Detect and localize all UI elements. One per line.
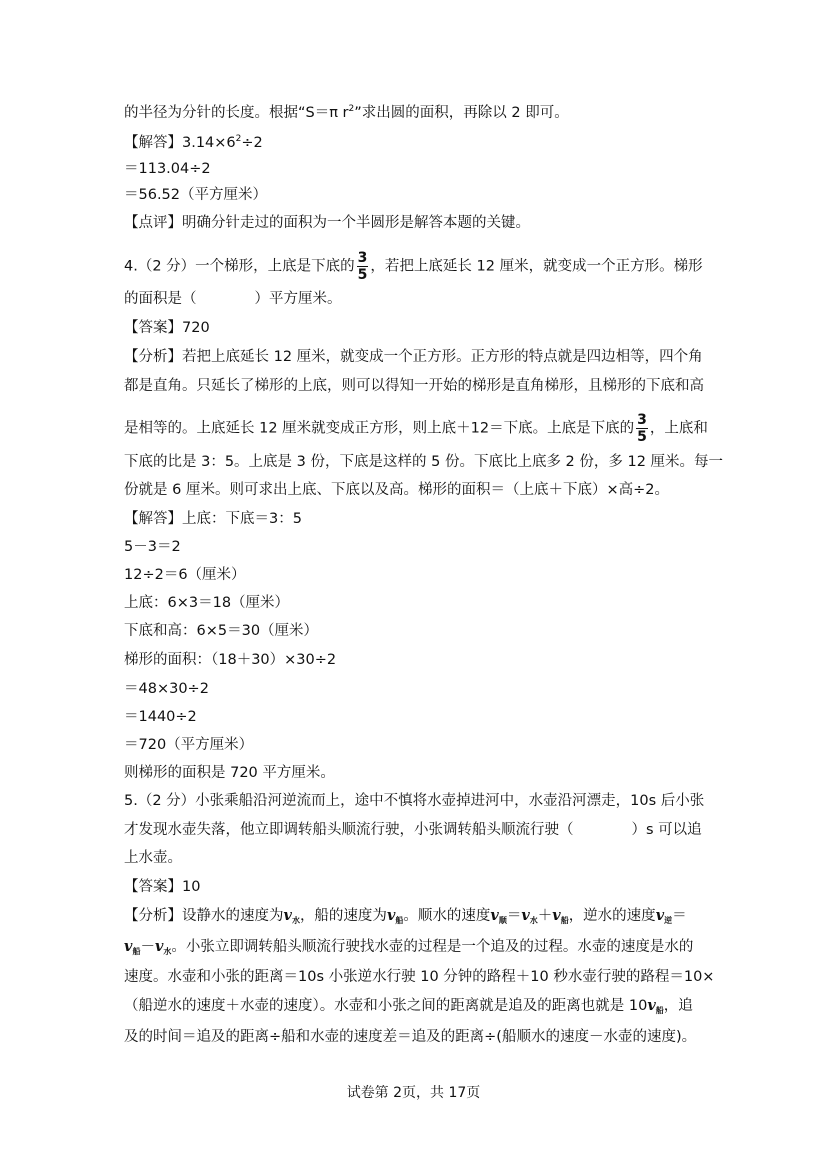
text-line: 上底：6×3＝18（厘米） — [124, 595, 290, 611]
page-footer: 试卷第 2页，共 17页 — [346, 1085, 481, 1101]
fraction: $\frac{3}{5}$ — [357, 250, 368, 283]
answer-line: 【答案】10 — [124, 879, 201, 895]
fraction: $\frac{3}{5}$ — [637, 412, 647, 445]
text-line: 下底的比是 3：5。上底是 3 份，下底是这样的 5 份。下底比上底多 2 份，多 12 厘米。每一 — [124, 454, 724, 470]
text-line: $v_船-v_水$。小张立即调转船头顺流行驶找水壶的过程是一个追及的过程。水壶的速度是水的 — [124, 938, 694, 956]
answer-line: 【答案】720 — [124, 320, 210, 336]
text-line: 才发现水壶失落，他立即调转船头顺流行驶，小张调转船头顺流行驶（ ）s 可以追 — [124, 822, 702, 838]
text-line: 都是直角。只延长了梯形的上底，则可以得知一开始的梯形是直角梯形，且梯形的下底和高 — [124, 378, 704, 394]
text-line: ＝1440÷2 — [124, 709, 197, 725]
text-line: ＝48×30÷2 — [124, 681, 209, 697]
text-line: 【分析】若把上底延长 12 厘米，就变成一个正方形。正方形的特点就是四边相等，四个角 — [124, 349, 703, 365]
text-line: 下底和高：6×5＝30（厘米） — [124, 623, 319, 639]
text-line: 的半径为分针的长度。根据“S＝π $r^2$”求出圆的面积，再除以 2 即可。 — [124, 104, 569, 121]
text-line: 速度。水壶和小张的距离＝10s 小张逆水行驶 10 分钟的路程＋10 秒水壶行驶的路程＝10× — [124, 969, 715, 985]
text-line: 【分析】设静水的速度为$v_水$，船的速度为$v_船$。顺水的速度$v_顺=v_水+v_船$，逆水的速度$v_逆=$ — [124, 907, 687, 925]
text-line: 上水壶。 — [124, 850, 182, 866]
text-line: ＝113.04÷2 — [124, 161, 211, 177]
text-line: （船逆水的速度＋水壶的速度）。水壶和小张之间的距离就是追及的距离也就是 $10v_船$，追 — [124, 997, 693, 1015]
text-line: 【点评】明确分针走过的面积为一个半圆形是解答本题的关键。 — [124, 215, 530, 231]
question-5: 5.（2 分）小张乘船沿河逆流而上，途中不慎将水壶掉进河中，水壶沿河漂走，10s 后小张 — [124, 793, 705, 809]
text-line: 是相等的。上底延长 12 厘米就变成正方形，则上底＋12＝下底。上底是下底的 $\frac{3}{5}$ ，上底和 — [124, 412, 708, 445]
text-line: 【解答】$3.14\times 6^2\div 2$ — [124, 134, 263, 151]
text-line: 5－3＝2 — [124, 539, 181, 555]
text-line: ＝720（平方厘米） — [124, 737, 254, 753]
text-line: 及的时间＝追及的距离÷船和水壶的速度差＝追及的距离÷(船顺水的速度－水壶的速度)。 — [124, 1029, 697, 1045]
question-4: 4.（2 分）一个梯形，上底是下底的 $\frac{3}{5}$ ，若把上底延长 12 厘米，就变成一个正方形。梯形 — [124, 250, 703, 283]
text-line: 份就是 6 厘米。则可求出上底、下底以及高。梯形的面积＝（上底＋下底）×高÷2。 — [124, 482, 669, 498]
text-line: 则梯形的面积是 720 平方厘米。 — [124, 765, 335, 781]
text-line: 【解答】上底：下底＝3：5 — [124, 511, 302, 527]
text-line: 12÷2＝6（厘米） — [124, 567, 246, 583]
text-line: ＝56.52（平方厘米） — [124, 187, 268, 203]
text-line: 的面积是（ ）平方厘米。 — [124, 291, 342, 307]
text-line: 梯形的面积：（18＋30）×30÷2 — [124, 652, 337, 668]
